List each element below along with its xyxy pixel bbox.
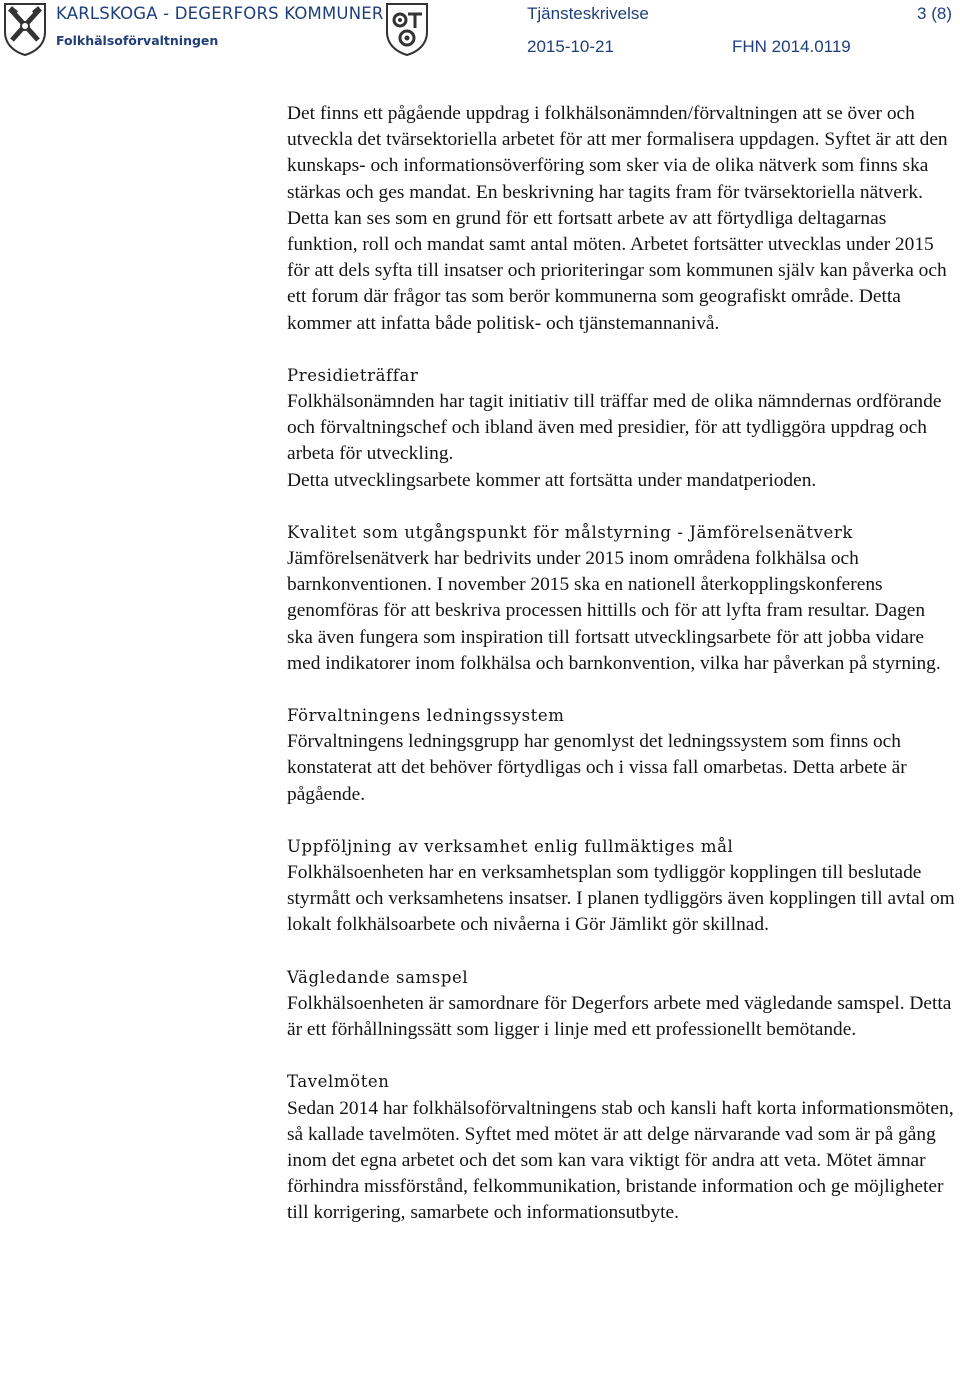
- intro-paragraph: Det finns ett pågående uppdrag i folkhälsonämnden/förvaltningen att se över och utveckla det tvärsektoriella arbetet för att mer formalisera uppdagen. Syftet är att den kunskaps- och informationsöverföring som sker via de olika nätverk som finns ska stärkas och ges mandat. En beskrivning har tagits fram för tvärsektoriella nätverk. Detta kan ses som en grund för ett fortsatt arbete av att förtydliga deltagarnas funktion, roll och mandat samt antal möten. Arbetet fortsätter utvecklas under 2015 för att dels syfta till insatser och prioriteringar som kommunen själv kan påverka och ett forum där frågor tas som berör kommunerna som geografiskt område. Detta kommer att infatta både politisk- och tjänstemannanivå.: [287, 103, 948, 334]
- document-type: Tjänsteskrivelse: [527, 4, 649, 23]
- section-paragraph: Folkhälsoenheten är samordnare för Degerfors arbete med vägledande samspel. Detta är ett förhållningssätt som ligger i linje med ett professionellt bemötande.: [287, 992, 952, 1041]
- organization-name: KARLSKOGA - DEGERFORS KOMMUNER: [56, 4, 384, 23]
- section-heading: Kvalitet som utgångspunkt för målstyrning - Jämförelsenätverk: [287, 522, 853, 542]
- section-heading: Förvaltningens ledningssystem: [287, 706, 565, 726]
- page-number: 3 (8): [917, 4, 952, 23]
- section-paragraph: Förvaltningens ledningsgrupp har genomlyst det ledningssystem som finns och konstaterat att det behöver förtydligas och i vissa fall omarbetas. Detta arbete är pågående.: [287, 731, 907, 805]
- section-ledningssystem: [287, 703, 955, 808]
- document-header: [0, 0, 960, 60]
- degerfors-crest-logo: [384, 2, 430, 56]
- section-paragraph: Folkhälsonämnden har tagit initiativ till träffar med de olika nämndernas ordförande och förvaltningschef och ibland även med presidier, för att tydliggöra uppdrag och arbeta för utveckling.: [287, 391, 942, 465]
- document-body: [287, 101, 955, 1227]
- section-paragraph: Sedan 2014 har folkhälsoförvaltningens stab och kansli haft korta informationsmöten, så kallade tavelmöten. Syftet med mötet är att delge närvarande vad som är på gång inom det egna arbetet och det som kan vara viktigt för andra att veta. Mötet ämnar förhindra missförstånd, felkommunikation, bristande information och ge möjligheter till korrigering, samarbete och informationsutbyte.: [287, 1097, 954, 1224]
- department-name: Folkhälsoförvaltningen: [56, 33, 219, 48]
- section-paragraph: Detta utvecklingsarbete kommer att fortsätta under mandatperioden.: [287, 469, 817, 491]
- section-heading: Tavelmöten: [287, 1072, 390, 1092]
- section-vagledande-samspel: [287, 965, 955, 1044]
- section-heading: Presidieträffar: [287, 365, 419, 385]
- section-uppfoljning: [287, 834, 955, 939]
- reference-number: FHN 2014.0119: [732, 37, 851, 56]
- section-heading: Vägledande samspel: [287, 967, 469, 987]
- section-tavelmoten: [287, 1069, 955, 1226]
- section-paragraph: Jämförelsenätverk har bedrivits under 2015 inom områdena folkhälsa och barnkonventionen. I november 2015 ska en nationell återkopplingskonferens genomföras för att beskriva processen hittills och för att lyfta fram resultar. Dagen ska även fungera som inspiration till fortsatt utvecklingsarbete för att jobba vidare med indikatorer inom folkhälsa och barnkonvention, vilka har påverkan på styrning.: [287, 548, 941, 674]
- karlskoga-crest-logo: [2, 2, 48, 56]
- section-heading: Uppföljning av verksamhet enlig fullmäktiges mål: [287, 836, 734, 856]
- document-date: 2015-10-21: [527, 37, 614, 56]
- section-presidietraffar: [287, 363, 955, 494]
- section-kvalitet: [287, 520, 955, 677]
- section-paragraph: Folkhälsoenheten har en verksamhetsplan som tydliggör kopplingen till beslutade styrmått och verksamhetens insatser. I planen tydliggörs även kopplingen till avtal om lokalt folkhälsoarbete och nivåerna i Gör Jämlikt gör skillnad.: [287, 862, 955, 936]
